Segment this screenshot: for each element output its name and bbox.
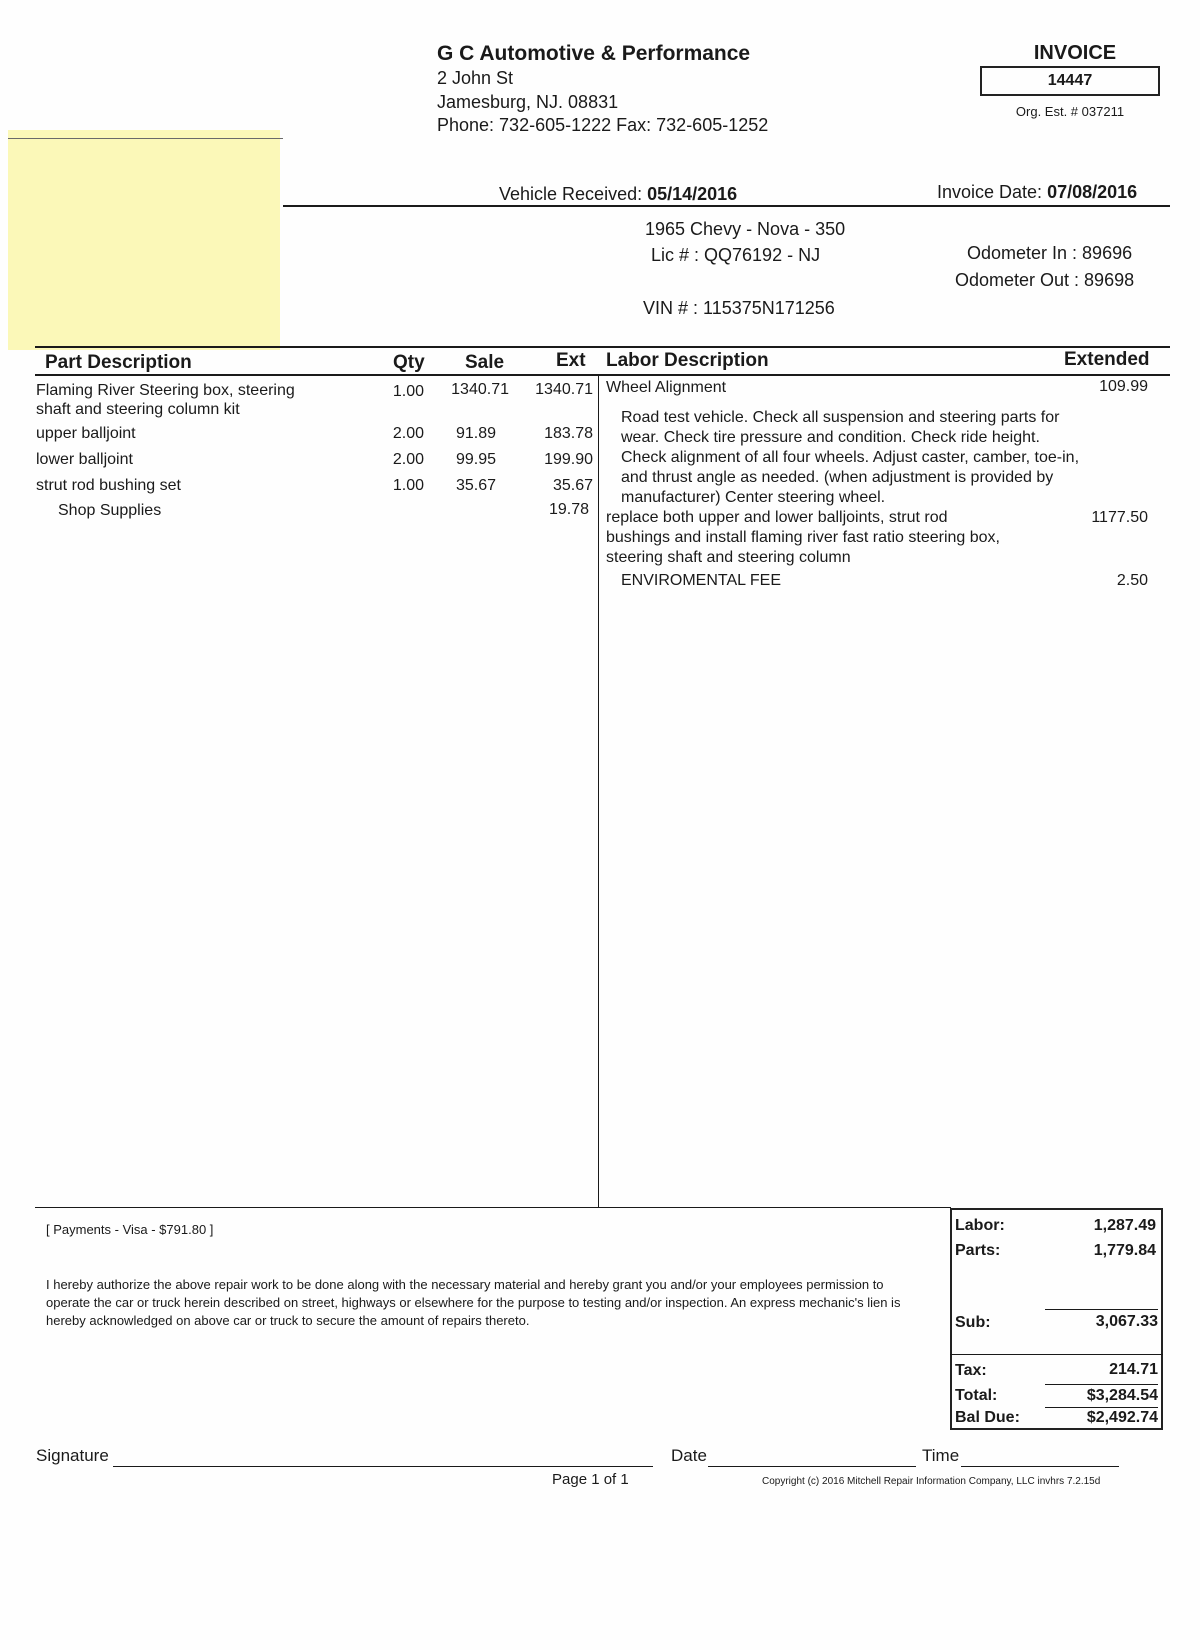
labor-item-1-line-2: wear. Check tire pressure and condition. Check ride height. [621,429,1040,446]
labor-item-2-amount: 1177.50 [1091,509,1148,526]
part-row-4-qty: 1.00 [392,477,424,494]
license-plate: Lic # : QQ76192 - NJ [651,245,821,265]
part-row-1-qty: 1.00 [392,383,424,400]
part-row-2-qty: 2.00 [392,425,424,442]
subtotal-rule [1045,1309,1158,1310]
labor-item-1-line-1: Road test vehicle. Check all suspension and steering parts for [621,409,1060,426]
part-row-1-sale: 1340.71 [451,381,509,398]
date-label: Date [671,1446,707,1465]
tax-divider [950,1354,1163,1355]
part-row-3-sale: 99.95 [455,451,496,468]
odometer-in: Odometer In : 89696 [967,243,1133,263]
part-row-3-qty: 2.00 [392,451,424,468]
table-column-divider [598,374,599,1208]
header-divider [283,205,1170,207]
sticky-note [8,130,280,350]
vehicle-received-label: Vehicle Received: [499,184,643,204]
labor-item-2-line-2: bushings and install flaming river fast ratio steering box, [606,529,1000,546]
part-row-4-desc: strut rod bushing set [36,477,181,494]
sale-header: Sale [465,352,505,373]
invoice-date-label: Invoice Date: [937,182,1043,202]
vehicle-description: 1965 Chevy - Nova - 350 [645,219,846,239]
labor-item-1-title: Wheel Alignment [606,379,727,396]
labor-total-value: 1,287.49 [1093,1217,1156,1234]
part-row-5-desc: Shop Supplies [58,502,162,519]
date-line[interactable] [708,1466,916,1467]
time-line[interactable] [961,1466,1119,1467]
parts-total-value: 1,779.84 [1093,1242,1156,1259]
invoice-date-value: 07/08/2016 [1047,182,1138,202]
company-city: Jamesburg, NJ. 08831 [437,92,619,112]
invoice-date [937,182,1137,203]
labor-item-1-line-5: manufacturer) Center steering wheel. [621,489,886,506]
balance-due-value: $2,492.74 [1086,1409,1158,1426]
part-description-header: Part Description [45,352,192,373]
tax-label: Tax: [955,1362,987,1379]
odometer-out: Odometer Out : 89698 [955,270,1135,290]
labor-item-3-amount: 2.50 [1116,572,1148,589]
tax-value: 214.71 [1109,1361,1158,1378]
invoice-number: 14447 [980,66,1160,96]
time-label: Time [922,1446,960,1465]
signature-line[interactable] [113,1466,653,1467]
vehicle-received-value: 05/14/2016 [647,184,738,204]
labor-description-header: Labor Description [606,350,769,371]
labor-item-1-amount: 109.99 [1099,378,1148,395]
part-row-1-desc-line1: Flaming River Steering box, steering [36,382,295,399]
part-row-4-ext: 35.67 [552,477,593,494]
labor-item-2-line-3: steering shaft and steering column [606,549,851,566]
table-top-rule [35,346,1170,348]
vehicle-received [499,184,737,205]
signature-label: Signature [36,1446,109,1465]
part-row-2-sale: 91.89 [455,425,496,442]
total-label: Total: [955,1387,998,1404]
part-row-3-ext: 199.90 [544,451,593,468]
ext-header: Ext [556,350,586,371]
labor-total-label: Labor: [955,1217,1005,1234]
part-row-5-ext: 19.78 [548,501,589,518]
total-rule [1045,1384,1158,1385]
part-row-2-desc: upper balljoint [36,425,136,442]
extended-header: Extended [1064,349,1150,370]
part-row-1-desc-line2: shaft and steering column kit [36,401,240,418]
total-value: $3,284.54 [1086,1387,1158,1404]
bal-rule [1045,1407,1158,1408]
company-name: G C Automotive & Performance [437,42,751,65]
company-address: 2 John St [437,68,514,88]
vin-number: VIN # : 115375N171256 [643,298,835,318]
company-phone-fax: Phone: 732-605-1222 Fax: 732-605-1252 [437,115,769,135]
invoice-label: INVOICE [1033,42,1117,64]
sticky-note-edge [8,138,283,139]
part-row-1-ext: 1340.71 [535,381,593,398]
page-number: Page 1 of 1 [552,1471,629,1488]
labor-item-1-line-4: and thrust angle as needed. (when adjustment is provided by [621,469,1054,486]
balance-due-label: Bal Due: [955,1409,1020,1426]
qty-header: Qty [393,352,425,373]
payments-note: [ Payments - Visa - $791.80 ] [46,1222,214,1237]
labor-item-3-title: ENVIROMENTAL FEE [621,572,782,589]
table-header-rule [35,374,1170,376]
table-bottom-rule [35,1207,951,1208]
labor-item-1-line-3: Check alignment of all four wheels. Adjust caster, camber, toe-in, [621,449,1080,466]
labor-item-2-line-1: replace both upper and lower balljoints, strut rod [606,509,948,526]
copyright: Copyright (c) 2016 Mitchell Repair Information Company, LLC invhrs 7.2.15d [762,1476,1101,1487]
part-row-3-desc: lower balljoint [36,451,133,468]
subtotal-label: Sub: [955,1314,991,1331]
parts-total-label: Parts: [955,1242,1001,1259]
part-row-4-sale: 35.67 [455,477,496,494]
part-row-2-ext: 183.78 [544,425,593,442]
authorization-text: I hereby authorize the above repair work to be done along with the necessary material and hereby grant you and/or your employees permission to operate the car or truck herein described on street, highways or elsewhere for the purpose to testing and/or inspection. An express mechanic's lien is hereby acknowledged on above car or truck to secure the amount of repairs thereto. [46,1277,901,1328]
subtotal-value: 3,067.33 [1095,1313,1158,1330]
org-estimate: Org. Est. # 037211 [1015,104,1125,119]
